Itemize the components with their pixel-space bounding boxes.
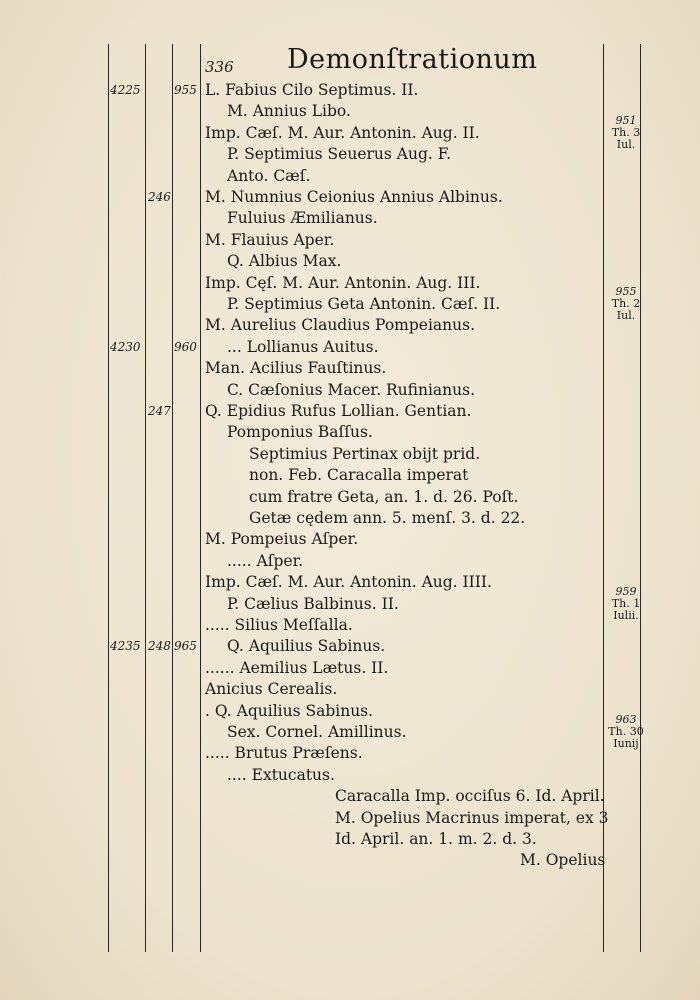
text-line: Fuluius Æmilianus. (227, 209, 378, 228)
side-note-line: Iulii. (613, 608, 639, 622)
rule-col-c (200, 44, 201, 952)
text-line: ...... Aemilius Lætus. II. (205, 658, 389, 677)
side-note-line: Th. 1 (611, 596, 641, 610)
rule-outer-left (108, 44, 109, 952)
date-side-note (608, 115, 644, 151)
text-line: Man. Acilius Fauſtinus. (205, 359, 387, 378)
text-line: . Q. Aquilius Sabinus. (205, 701, 374, 720)
text-line: Imp. Cęſ. M. Aur. Antonin. Aug. III. (205, 273, 481, 292)
text-line: C. Cæſonius Macer. Rufinianus. (227, 380, 476, 399)
text-line: M. Aurelius Claudius Pompeianus. (205, 316, 476, 335)
margin-number: 4225 (110, 83, 141, 97)
margin-number: 955 (174, 83, 197, 97)
text-line: M. Annius Libo. (227, 102, 351, 121)
rule-col-b (172, 44, 173, 952)
text-line: ..... Brutus Præſens. (205, 744, 363, 763)
text-line: non. Feb. Caracalla imperat (249, 466, 469, 485)
side-note-line: Iunij (613, 737, 639, 750)
page-number: 336 (205, 58, 234, 76)
text-line: Imp. Cæſ. M. Aur. Antonin. Aug. IIII. (205, 573, 492, 592)
margin-number: 248 (148, 639, 171, 654)
margin-number: 960 (174, 339, 197, 354)
text-line: Imp. Cæſ. M. Aur. Antonin. Aug. II. (205, 123, 480, 142)
text-line: cum fratre Geta, an. 1. d. 26. Poſt. (249, 487, 519, 506)
text-line: Id. April. an. 1. m. 2. d. 3. (335, 830, 537, 848)
text-line: P. Septimius Geta Antonin. Cæſ. II. (227, 295, 501, 313)
date-side-note (608, 586, 644, 622)
side-note-line: Iul. (616, 137, 636, 151)
text-line: P. Septimius Seuerus Aug. F. (227, 145, 452, 164)
text-line: Q. Albius Max. (227, 252, 342, 271)
text-line: Sex. Cornel. Amillinus. (227, 723, 407, 741)
side-note-line: Th. 3 (611, 125, 641, 139)
text-line: Septimius Pertinax obijt prid. (249, 444, 481, 463)
margin-number: 246 (148, 190, 171, 204)
text-line: Getæ cędem ann. 5. menſ. 3. d. 22. (249, 509, 526, 527)
side-note-line: 951 (615, 113, 637, 127)
side-note-line: 963 (615, 713, 637, 726)
text-line: Pomponius Baſſus. (227, 423, 373, 442)
text-line: M. Opelius Macrinus imperat, ex 3 (335, 808, 609, 827)
text-line: M. Flauius Aper. (205, 230, 335, 249)
margin-number: 4235 (110, 639, 141, 654)
text-line: Anto. Cæſ. (227, 166, 311, 185)
page-header (205, 44, 538, 78)
text-line: Anicius Cerealis. (205, 680, 338, 699)
rule-col-a (145, 44, 146, 952)
text-line: P. Cælius Balbinus. II. (227, 594, 399, 613)
side-note-line: Iul. (616, 309, 636, 322)
margin-number: 4230 (110, 339, 141, 354)
text-line: Q. Epidius Rufus Lollian. Gentian. (205, 402, 472, 420)
text-line: Caracalla Imp. occiſus 6. Id. April. (335, 787, 605, 806)
text-line: Q. Aquilius Sabinus. (227, 637, 386, 656)
text-line: M. Pompeius Aſper. (205, 530, 359, 549)
side-note-line: 955 (615, 285, 637, 298)
margin-number: 247 (148, 404, 171, 418)
running-title: Demonſtrationum (287, 44, 538, 75)
side-note-line: Th. 30 (608, 725, 644, 738)
margin-number: 965 (174, 639, 197, 654)
text-line: M. Numnius Ceionius Annius Albinus. (205, 188, 503, 206)
text-line: M. Opelius (520, 851, 606, 870)
date-side-note (608, 286, 644, 322)
text-line: .... Extucatus. (227, 765, 335, 784)
side-note-line: Th. 2 (611, 297, 641, 310)
side-note-line: 959 (615, 584, 637, 598)
text-line: ... Lollianus Auitus. (227, 337, 379, 356)
text-line: ..... Aſper. (227, 551, 304, 570)
rule-outer-right (640, 44, 641, 952)
date-side-note (608, 714, 644, 750)
text-line: ..... Silius Meſſalla. (205, 616, 353, 634)
text-line: L. Fabius Cilo Septimus. II. (205, 81, 419, 99)
